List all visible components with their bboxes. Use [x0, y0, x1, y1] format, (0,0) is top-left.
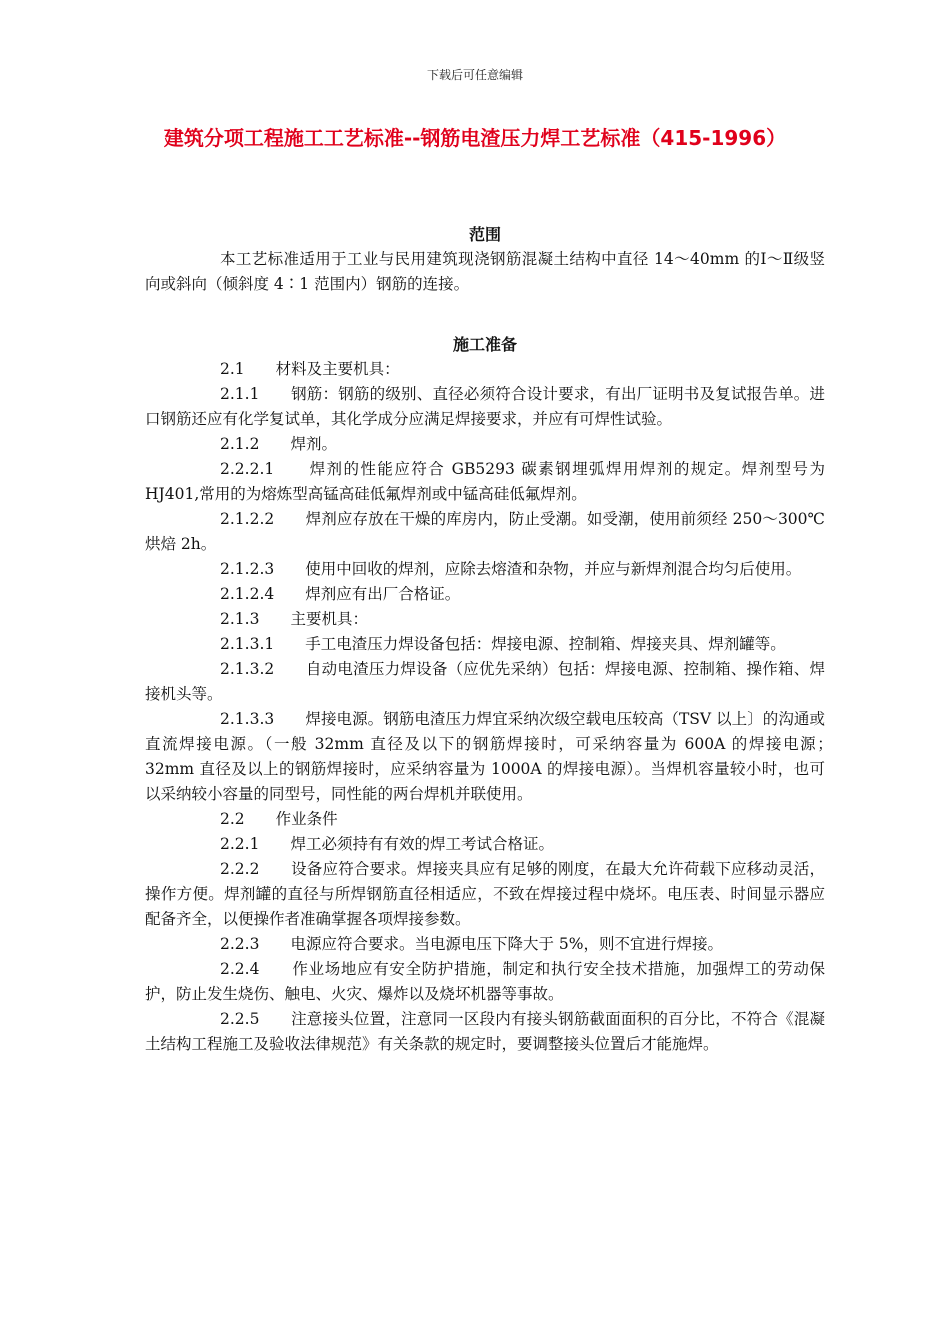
clause-2-2-4: 2.2.4 作业场地应有安全防护措施，制定和执行安全技术措施，加强焊工的劳动保护，防止发生烧伤、触电、火灾、爆炸以及烧坏机器等事故。 — [145, 960, 825, 1003]
clause-2-1-2-4: 2.1.2.4 焊剂应有出厂合格证。 — [220, 585, 461, 603]
clause-2-1-3-1: 2.1.3.1 手工电渣压力焊设备包括：焊接电源、控制箱、焊接夹具、焊剂罐等。 — [220, 635, 786, 653]
clause-2-1-3: 2.1.3 主要机具： — [220, 610, 368, 628]
clause-2-2-1: 2.2.1 焊工必须持有有效的焊工考试合格证。 — [220, 835, 554, 853]
clause-2-1-2: 2.1.2 焊剂。 — [220, 435, 337, 453]
page-header-note: 下载后可任意编辑 — [426, 68, 523, 82]
section-heading-preparation: 施工准备 — [452, 335, 517, 354]
document-title: 建筑分项工程施工工艺标准--钢筋电渣压力焊工艺标准（415-1996） — [163, 126, 787, 150]
clause-2-2-2-1: 2.2.2.1 焊剂的性能应符合 GB5293 碳素钢埋弧焊用焊剂的规定。焊剂型号为HJ401,常用的为熔炼型高锰高硅低氟焊剂或中锰高硅低氟焊剂。 — [145, 460, 825, 503]
clause-2-1: 2.1 材料及主要机具： — [220, 360, 400, 378]
clause-2-1-2-3: 2.1.2.3 使用中回收的焊剂，应除去熔渣和杂物，并应与新焊剂混合均匀后使用。 — [220, 560, 802, 578]
clause-2-2-2: 2.2.2 设备应符合要求。焊接夹具应有足够的刚度，在最大允许荷载下应移动灵活，操作方便。焊剂罐的直径与所焊钢筋直径相适应，不致在焊接过程中烧坏。电压表、时间显示器应配备齐全，以便操作者准确掌握各项焊接参数。 — [145, 860, 825, 928]
section-heading-scope: 范围 — [468, 225, 501, 244]
clause-2-1-3-3: 2.1.3.3 焊接电源。钢筋电渣压力焊宜采纳次级空载电压较高（TSV 以上〕的沟通或直流焊接电源。（一般 32mm 直径及以下的钢筋焊接时，可采纳容量为 600A 的焊接电源； 32mm 直径及以上的钢筋焊接时，应采纳容量为 1000A 的焊接电源）。当焊机容量较小时，也可以采纳较小容量的同型号，同性能的两台焊机并联使用。 — [145, 710, 841, 803]
clause-2-2-5: 2.2.5 注意接头位置，注意同一区段内有接头钢筋截面面积的百分比，不符合《混凝土结构工程施工及验收法律规范》有关条款的规定时，要调整接头位置后才能施焊。 — [145, 1010, 825, 1053]
clause-2-1-1: 2.1.1 钢筋：钢筋的级别、直径必须符合设计要求，有出厂证明书及复试报告单。进口钢筋还应有化学复试单，其化学成分应满足焊接要求，并应有可焊性试验。 — [145, 385, 825, 428]
clause-2-1-2-2: 2.1.2.2 焊剂应存放在干燥的库房内，防止受潮。如受潮，使用前须经 250～300℃烘焙 2h。 — [145, 510, 825, 553]
clause-2-2-3: 2.2.3 电源应符合要求。当电源电压下降大于 5%，则不宜进行焊接。 — [220, 935, 723, 953]
document-body — [145, 222, 841, 1057]
scope-paragraph: 本工艺标准适用于工业与民用建筑现浇钢筋混凝土结构中直径 14～40mm 的Ⅰ～Ⅱ级竖向或斜向（倾斜度 4∶1 范围内）钢筋的连接。 — [145, 250, 825, 293]
clause-2-1-3-2: 2.1.3.2 自动电渣压力焊设备（应优先采纳）包括：焊接电源、控制箱、操作箱、焊接机头等。 — [145, 660, 825, 703]
clause-2-2: 2.2 作业条件 — [220, 810, 338, 828]
